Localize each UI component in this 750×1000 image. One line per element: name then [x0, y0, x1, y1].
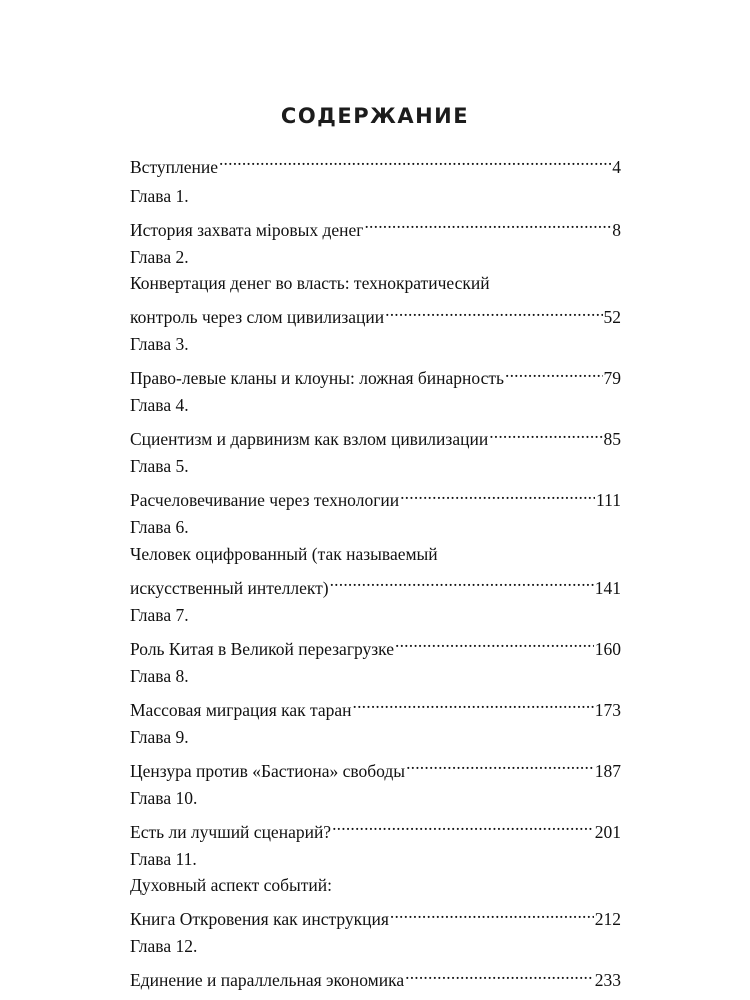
- toc-entry: [130, 724, 621, 781]
- chapter-title: контроль через слом цивилизации: [130, 307, 385, 327]
- dot-leader: [390, 899, 594, 926]
- page-number: 4: [612, 156, 621, 177]
- chapter-title: Массовая миграция как таран: [130, 699, 352, 720]
- dot-leader: [395, 628, 594, 655]
- toc-leader-row: [130, 899, 621, 929]
- dot-leader: [406, 750, 594, 777]
- dot-leader: [330, 567, 594, 594]
- toc-entry: [130, 514, 621, 598]
- page-number: 160: [594, 638, 621, 659]
- page-number: 79: [603, 368, 621, 388]
- dot-leader: [364, 209, 611, 236]
- chapter-title-line: Человек оцифрованный (так называемый: [130, 543, 438, 564]
- chapter-title: искусственный интеллект): [130, 577, 329, 598]
- dot-leader: [400, 480, 595, 507]
- dot-leader: [219, 146, 611, 173]
- chapter-title: Сциентизм и дарвинизм как взлом цивилизации: [130, 429, 489, 449]
- toc-leader-row: [130, 480, 621, 510]
- page-number: 187: [594, 760, 621, 781]
- toc-entry: [130, 453, 621, 510]
- toc-leader-row: [130, 358, 621, 388]
- page-number: 8: [612, 219, 621, 240]
- chapter-heading: Глава 10.: [130, 787, 198, 808]
- toc-leader-row: [130, 628, 621, 659]
- dot-leader: [332, 811, 594, 838]
- table-of-contents: [130, 146, 621, 994]
- toc-entry: [130, 846, 621, 929]
- toc-leader-row: [130, 750, 621, 781]
- chapter-heading: Глава 5.: [130, 456, 189, 476]
- chapter-heading: Глава 6.: [130, 517, 189, 537]
- chapter-heading: Глава 11.: [130, 848, 197, 869]
- dot-leader: [489, 419, 602, 446]
- page-number: 173: [594, 699, 621, 720]
- toc-entry: [130, 785, 621, 842]
- chapter-title: Расчеловечивание через технологии: [130, 490, 400, 510]
- page-number: 141: [594, 577, 621, 598]
- chapter-heading: Глава 7.: [130, 604, 189, 625]
- chapter-title: Роль Китая в Великой перезагрузке: [130, 638, 395, 659]
- chapter-title: Есть ли лучший сценарий?: [130, 821, 332, 842]
- toc-entry: [130, 183, 621, 240]
- chapter-heading: Глава 9.: [130, 726, 189, 747]
- chapter-title: Вступление: [130, 156, 218, 177]
- dot-leader: [353, 689, 594, 716]
- chapter-heading: Глава 4.: [130, 395, 189, 415]
- chapter-title: Книга Откровения как инструкция: [130, 909, 389, 929]
- toc-leader-row: [130, 297, 621, 327]
- toc-leader-row: [130, 419, 621, 449]
- toc-entry: [130, 392, 621, 449]
- page-title: СОДЕРЖАНИЕ: [280, 104, 470, 128]
- chapter-heading: Глава 1.: [130, 185, 189, 206]
- chapter-title: Единение и параллельная экономика: [130, 970, 405, 990]
- dot-leader: [505, 358, 602, 385]
- page-number: 233: [594, 970, 621, 990]
- dot-leader: [385, 297, 602, 324]
- chapter-title-line: Конвертация денег во власть: технократический: [130, 273, 490, 293]
- chapter-heading: Глава 3.: [130, 334, 189, 354]
- chapter-heading: Глава 2.: [130, 246, 189, 267]
- chapter-title: История захвата міровых денег: [130, 219, 364, 240]
- page-number: 201: [594, 821, 621, 842]
- toc-entry: [130, 933, 621, 990]
- chapter-title: Цензура против «Бастиона» свободы: [130, 760, 406, 781]
- toc-entry: [130, 146, 621, 177]
- chapter-heading: Глава 12.: [130, 936, 198, 956]
- toc-entry: [130, 663, 621, 720]
- toc-entry: [130, 331, 621, 388]
- chapter-heading: Глава 8.: [130, 665, 189, 686]
- page-number: 85: [603, 429, 621, 449]
- toc-leader-row: [130, 209, 621, 240]
- page-number: 212: [594, 909, 621, 929]
- dot-leader: [405, 960, 594, 987]
- toc-entry: [130, 244, 621, 327]
- chapter-title-line: Духовный аспект событий:: [130, 875, 333, 895]
- page-number: 52: [603, 307, 621, 327]
- toc-leader-row: [130, 960, 621, 990]
- page-number: 111: [596, 490, 621, 510]
- toc-leader-row: [130, 811, 621, 842]
- chapter-title: Право-левые кланы и клоуны: ложная бинарность: [130, 368, 505, 388]
- toc-entry: [130, 602, 621, 659]
- toc-leader-row: [130, 689, 621, 720]
- toc-leader-row: [130, 146, 621, 177]
- toc-leader-row: [130, 567, 621, 598]
